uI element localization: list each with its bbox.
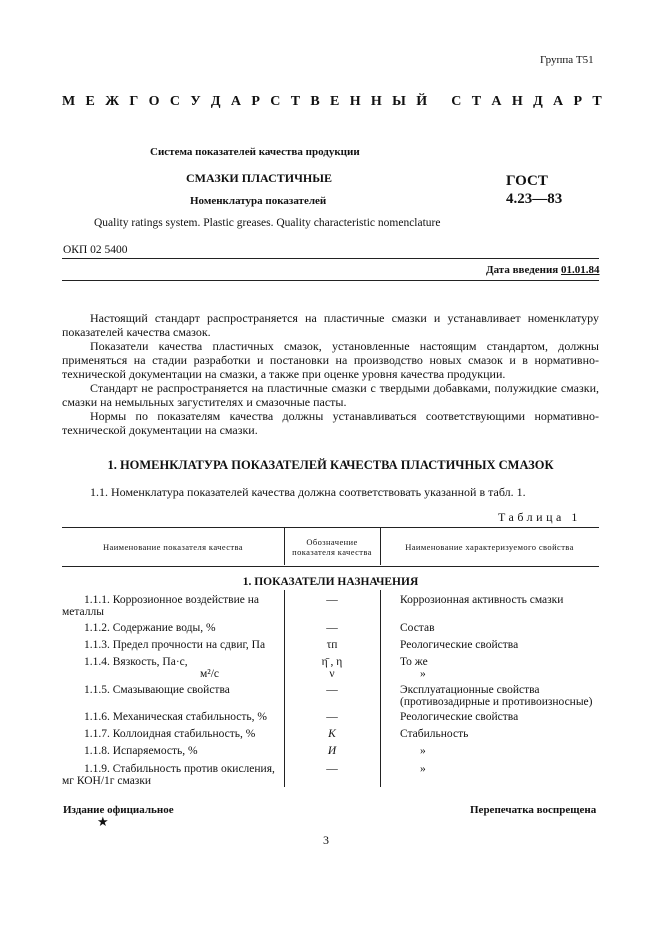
heading-letter: Т xyxy=(592,94,602,109)
okp-code: ОКП 02 5400 xyxy=(63,244,128,256)
paragraph: Стандарт не распространяется на пластичные смазки с твердыми добавками, полужидкие смазки, смазки на немыльных загустителях и смазочные пасты. xyxy=(62,381,599,409)
row-property: » xyxy=(420,763,426,775)
row-symbol: К xyxy=(328,728,336,740)
table-divider xyxy=(380,590,381,787)
row-property: » xyxy=(420,745,426,757)
row-name: 1.1.5. Смазывающие свойства xyxy=(84,684,230,696)
intro-date-value: 01.01.84 xyxy=(561,264,600,276)
table-divider xyxy=(380,527,381,565)
row-name: 1.1.9. Стабильность против окисления, мг КОН/1г смазки xyxy=(62,763,275,787)
table-label: Таблица 1 xyxy=(498,510,581,524)
heading-letter: Р xyxy=(573,94,583,109)
heading-letter: Т xyxy=(471,94,482,109)
row-property: То же » xyxy=(400,656,428,680)
system-title: Система показателей качества продукции xyxy=(150,146,360,158)
row-symbol: η̄ , η ν xyxy=(321,656,343,680)
paragraph: Нормы по показателям качества должны устанавливаться соответствующими нормативно-технической документации на смазки. xyxy=(62,409,599,437)
heading-letter: Н xyxy=(370,94,382,109)
row-symbol: — xyxy=(326,711,338,723)
group-code: Группа Т51 xyxy=(540,54,594,66)
heading-letter: Н xyxy=(349,94,361,109)
interstate-standard-heading xyxy=(62,94,602,110)
body-text xyxy=(62,311,599,437)
document-subtitle: Номенклатура показателей xyxy=(190,195,327,207)
heading-letter: С xyxy=(270,94,281,109)
heading-letter: Й xyxy=(416,94,428,109)
star-icon: ★ xyxy=(97,814,109,829)
row-symbol: τп xyxy=(326,639,338,651)
row-property: Реологические свойства xyxy=(400,711,519,723)
row-property: Стабильность xyxy=(400,728,469,740)
heading-letter: А xyxy=(491,94,502,109)
row-name: 1.1.3. Предел прочности на сдвиг, Па xyxy=(84,639,266,651)
gost-code: 4.23—83 xyxy=(506,191,563,207)
table-divider xyxy=(284,527,285,565)
heading-letter: В xyxy=(310,94,320,109)
heading-letter: Р xyxy=(251,94,260,109)
header-property: Наименование характеризуемого свойства xyxy=(405,542,574,552)
heading-letter: Т xyxy=(290,94,301,109)
heading-letter: А xyxy=(230,94,242,109)
heading-letter: Е xyxy=(330,94,340,109)
row-name: 1.1.4. Вязкость, Па·с, м²/с xyxy=(84,656,220,680)
heading-letter: С xyxy=(169,94,180,109)
paragraph: Настоящий стандарт распространяется на пластичные смазки и устанавливает номенклатуру показателей качества смазок. xyxy=(62,311,599,339)
page-number: 3 xyxy=(323,833,329,847)
heading-letter: Е xyxy=(85,94,95,109)
header-divider-bottom xyxy=(62,280,599,281)
table-header xyxy=(62,527,599,567)
gost-label: ГОСТ xyxy=(506,173,548,189)
row-symbol: — xyxy=(326,622,338,634)
row-property: Коррозионная активность смазки xyxy=(400,594,564,606)
intro-date xyxy=(486,264,600,276)
header-symbol: Обозначение показателя качества xyxy=(292,537,372,557)
row-name: 1.1.1. Коррозионное воздействие на металлы xyxy=(62,594,259,618)
row-symbol: — xyxy=(326,684,338,696)
intro-date-label: Дата введения xyxy=(486,264,559,276)
row-property: Состав xyxy=(400,622,435,634)
heading-letter: Ы xyxy=(392,94,406,109)
clause-1-1: 1.1. Номенклатура показателей качества должна соответствовать указанной в табл. 1. xyxy=(90,485,526,499)
header-name: Наименование показателя качества xyxy=(103,542,243,552)
heading-letter: Н xyxy=(511,94,523,109)
heading-letter: А xyxy=(553,94,564,109)
english-title: Quality ratings system. Plastic greases. Quality characteristic nomenclature xyxy=(94,217,441,229)
heading-letter: Д xyxy=(533,94,543,109)
heading-letter: С xyxy=(451,94,462,109)
heading-letter: У xyxy=(190,94,201,109)
gost-number xyxy=(506,172,562,208)
header-divider xyxy=(62,258,599,259)
row-name: 1.1.6. Механическая стабильность, % xyxy=(84,711,268,723)
row-name: 1.1.8. Испаряемость, % xyxy=(84,745,198,757)
heading-letter: Д xyxy=(210,94,221,109)
official-edition: Издание официальное xyxy=(63,804,174,816)
row-symbol: — xyxy=(326,594,338,606)
row-symbol: — xyxy=(326,763,338,775)
row-property: Эксплуатационные свойства (противозадирные и противоизносные) xyxy=(400,684,593,708)
row-symbol: И xyxy=(327,745,337,757)
heading-letter: О xyxy=(148,94,160,109)
row-property: Реологические свойства xyxy=(400,639,519,651)
section-title: 1. НОМЕНКЛАТУРА ПОКАЗАТЕЛЕЙ КАЧЕСТВА ПЛАСТИЧНЫХ СМАЗОК xyxy=(107,458,554,472)
heading-letter: Ж xyxy=(105,94,120,109)
heading-letter: М xyxy=(62,94,76,109)
product-title: СМАЗКИ ПЛАСТИЧНЫЕ xyxy=(186,171,333,185)
table-group-title: 1. ПОКАЗАТЕЛИ НАЗНАЧЕНИЯ xyxy=(242,576,419,588)
paragraph: Показатели качества пластичных смазок, установленные настоящим стандартом, должны применяться на стадии разработки и постановки на производство новых смазок и в нормативно-технической документации на смазки, а также при оценке уровня качества продукции. xyxy=(62,339,599,381)
heading-letter: Г xyxy=(129,94,139,109)
reprint-prohibited: Перепечатка воспрещена xyxy=(470,804,597,816)
row-name: 1.1.2. Содержание воды, % xyxy=(84,622,216,634)
row-name: 1.1.7. Коллоидная стабильность, % xyxy=(84,728,256,740)
heading-letter xyxy=(437,94,441,110)
